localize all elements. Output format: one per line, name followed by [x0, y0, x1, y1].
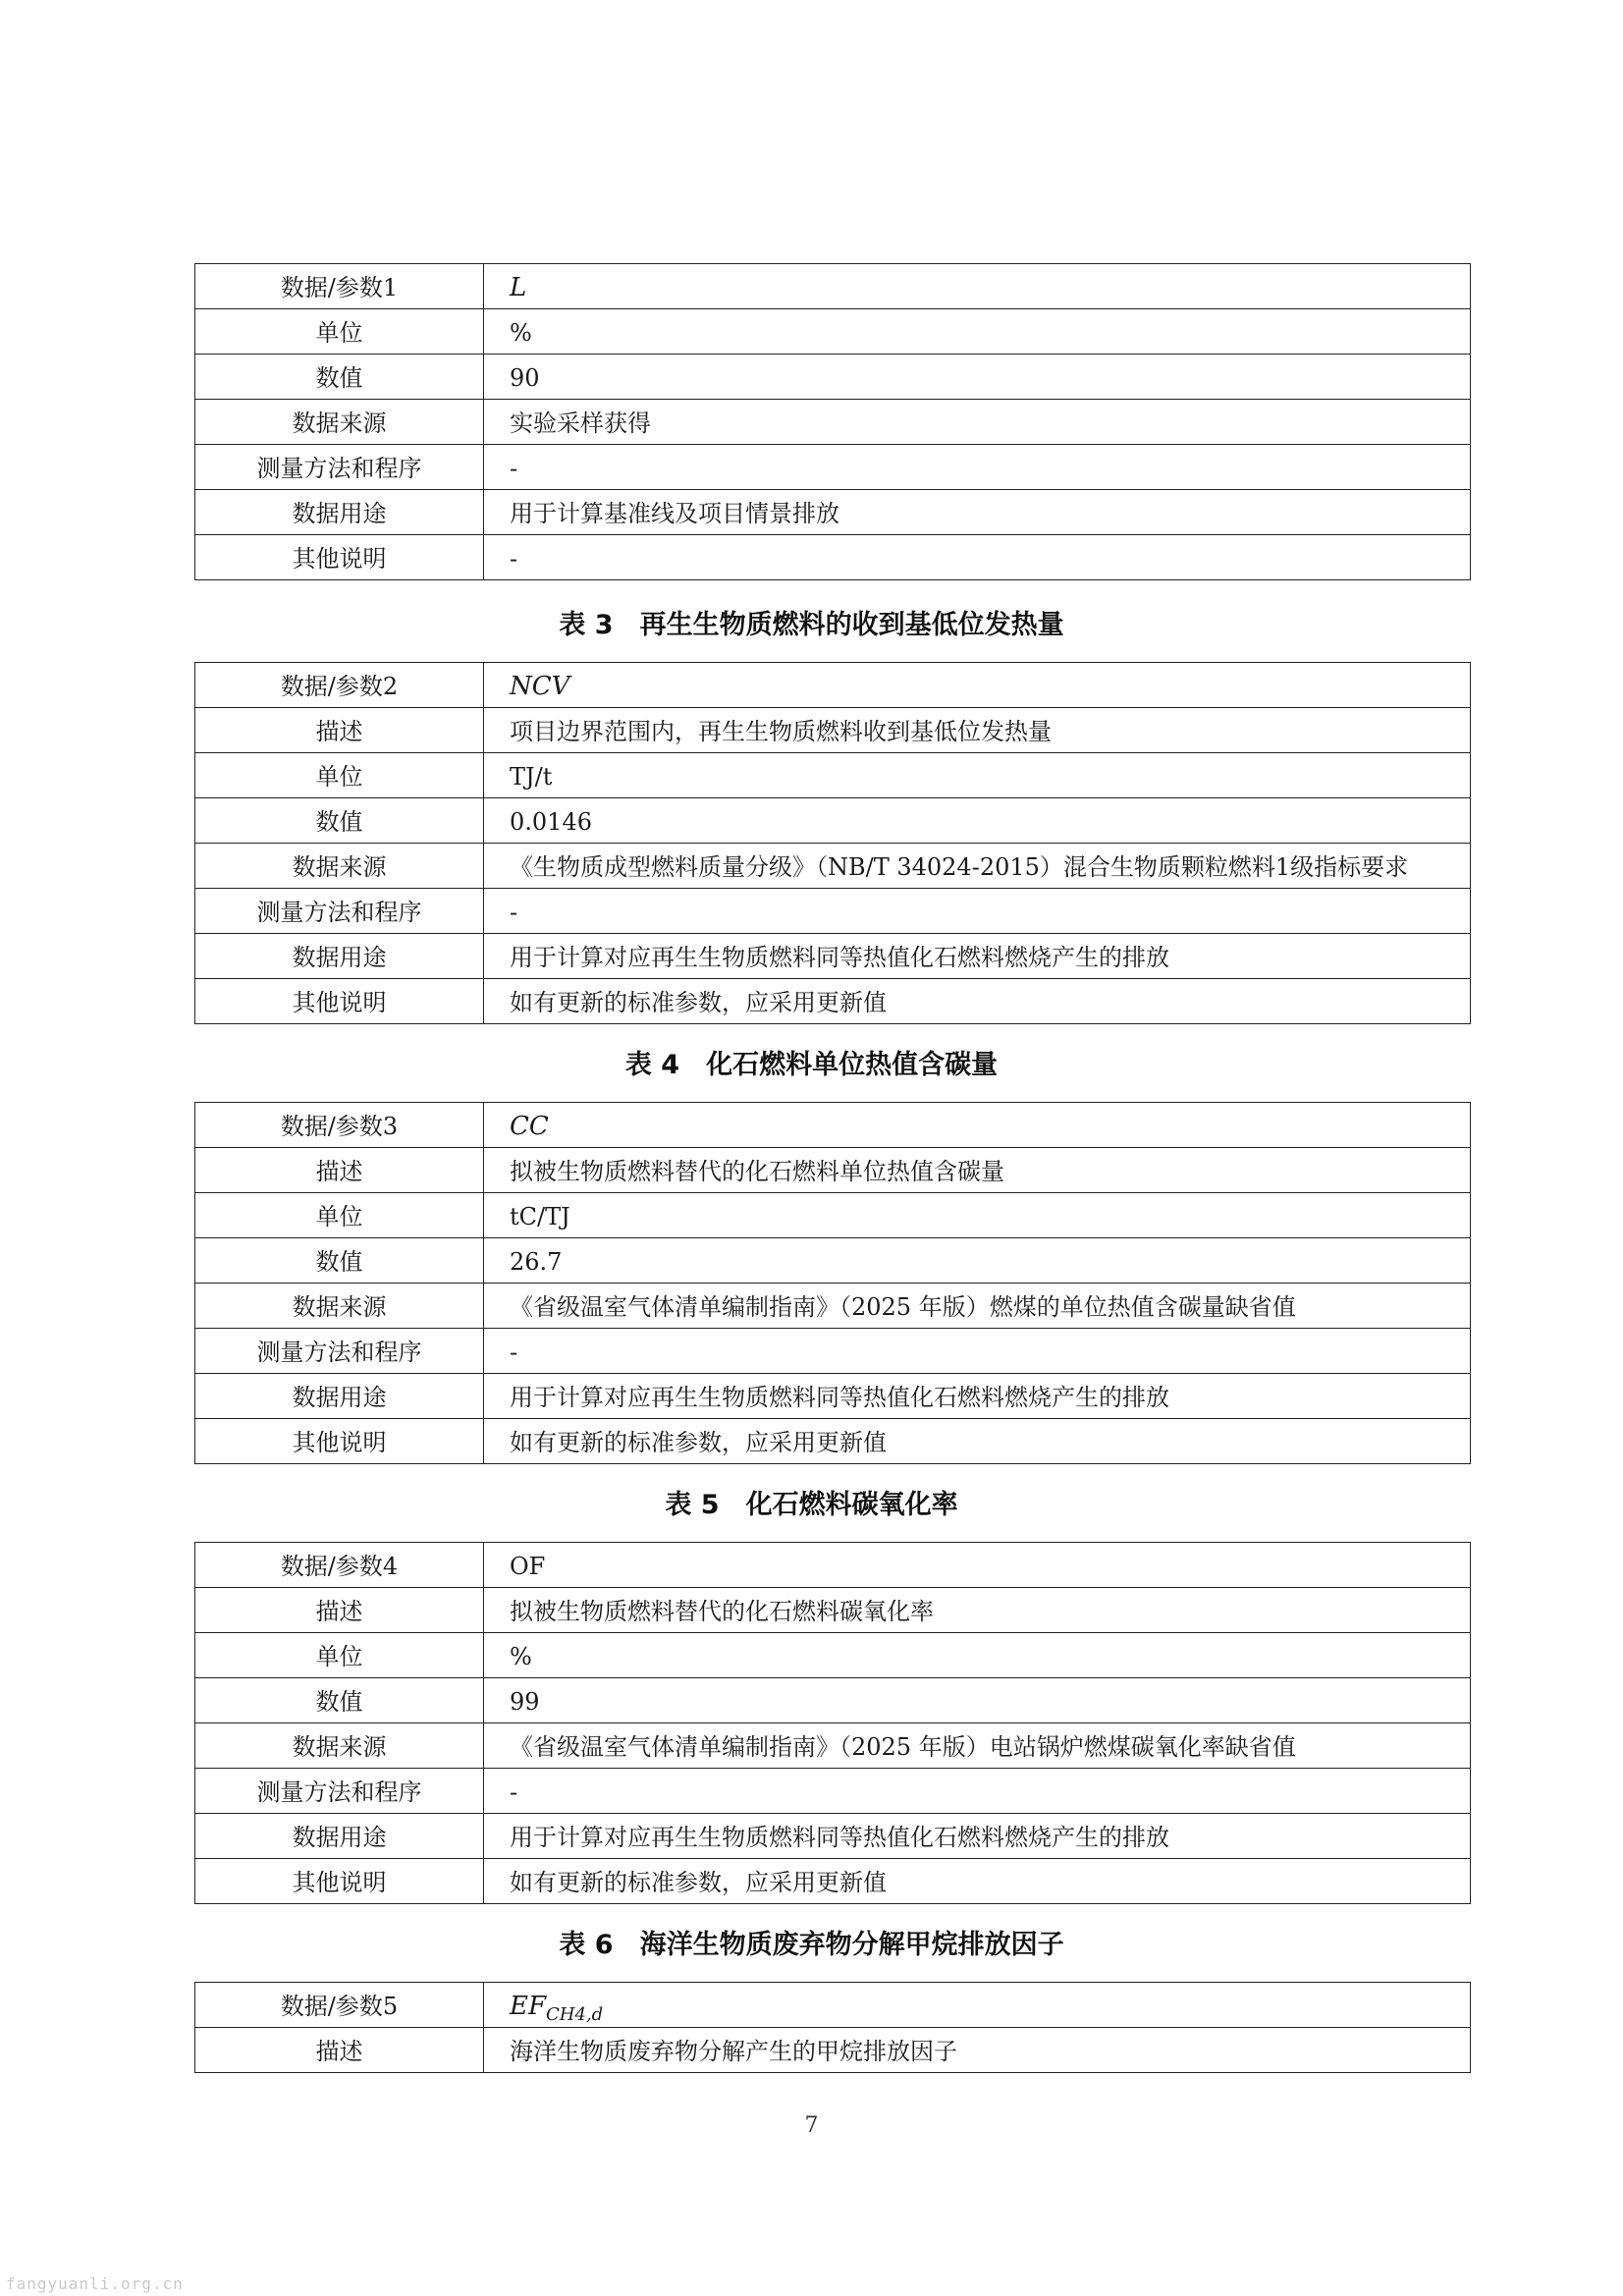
- table-caption: 表 4 化石燃料单位热值含碳量: [624, 1050, 999, 1080]
- value-label: 数值: [195, 1678, 484, 1723]
- unit-value: TJ/t: [484, 753, 1471, 798]
- numeric-value: 26.7: [484, 1238, 1471, 1284]
- param-symbol: CC: [484, 1103, 1471, 1148]
- table-row: [195, 400, 1471, 445]
- notes-label: 其他说明: [195, 1859, 484, 1904]
- source-value: 实验采样获得: [484, 400, 1471, 445]
- usage-value: 用于计算对应再生生物质燃料同等热值化石燃料燃烧产生的排放: [484, 934, 1471, 979]
- notes-value: 如有更新的标准参数，应采用更新值: [484, 1419, 1471, 1464]
- description-value: 海洋生物质废弃物分解产生的甲烷排放因子: [484, 2028, 1471, 2073]
- usage-label: 数据用途: [195, 1374, 484, 1419]
- notes-value: 如有更新的标准参数，应采用更新值: [484, 979, 1471, 1024]
- usage-value: 用于计算基准线及项目情景排放: [484, 490, 1471, 535]
- numeric-value: 99: [484, 1678, 1471, 1723]
- table-row: [195, 1723, 1471, 1769]
- table-row: [195, 1543, 1471, 1588]
- table-row: [195, 264, 1471, 309]
- watermark: fangyuanli.org.cn: [6, 2274, 184, 2293]
- table-row: [195, 708, 1471, 753]
- numeric-value: 90: [484, 355, 1471, 400]
- unit-value: tC/TJ: [484, 1193, 1471, 1238]
- table-caption: 表 6 海洋生物质废弃物分解甲烷排放因子: [559, 1930, 1064, 1960]
- table-row: [195, 1374, 1471, 1419]
- unit-label: 单位: [195, 753, 484, 798]
- unit-label: 单位: [195, 1633, 484, 1678]
- param-symbol: $EF_{CH4,d}$: [484, 1983, 1471, 2028]
- notes-label: 其他说明: [195, 1419, 484, 1464]
- usage-value: 用于计算对应再生生物质燃料同等热值化石燃料燃烧产生的排放: [484, 1814, 1471, 1859]
- table-row: [195, 1769, 1471, 1814]
- value-label: 数值: [195, 1238, 484, 1284]
- param-label: 数据/参数3: [195, 1103, 484, 1148]
- param-symbol: NCV: [484, 663, 1471, 708]
- param-symbol: L: [484, 264, 1471, 309]
- table-row: [195, 355, 1471, 400]
- value-label: 数值: [195, 798, 484, 844]
- unit-label: 单位: [195, 309, 484, 355]
- usage-label: 数据用途: [195, 1814, 484, 1859]
- table-row: [195, 979, 1471, 1024]
- table-row: [195, 535, 1471, 580]
- description-label: 描述: [195, 1148, 484, 1193]
- table-row: [195, 1859, 1471, 1904]
- method-value: -: [484, 445, 1471, 490]
- notes-label: 其他说明: [195, 979, 484, 1024]
- param-label: 数据/参数1: [195, 264, 484, 309]
- table-row: [195, 934, 1471, 979]
- table-row: [195, 889, 1471, 934]
- source-value: 《省级温室气体清单编制指南》（2025 年版）电站锅炉燃煤碳氧化率缺省值: [484, 1723, 1471, 1769]
- param-label: 数据/参数2: [195, 663, 484, 708]
- table-row: [195, 1238, 1471, 1284]
- value-label: 数值: [195, 355, 484, 400]
- table-row: [195, 1983, 1471, 2028]
- table-row: [195, 753, 1471, 798]
- notes-label: 其他说明: [195, 535, 484, 580]
- table-row: [195, 1678, 1471, 1723]
- usage-label: 数据用途: [195, 934, 484, 979]
- table-row: [195, 1329, 1471, 1374]
- notes-value: 如有更新的标准参数，应采用更新值: [484, 1859, 1471, 1904]
- method-value: -: [484, 889, 1471, 934]
- table-row: [195, 1284, 1471, 1329]
- source-label: 数据来源: [195, 844, 484, 889]
- usage-value: 用于计算对应再生生物质燃料同等热值化石燃料燃烧产生的排放: [484, 1374, 1471, 1419]
- method-value: -: [484, 1769, 1471, 1814]
- parameter-table-CC: [194, 1102, 1471, 1464]
- description-label: 描述: [195, 1588, 484, 1633]
- method-label: 测量方法和程序: [195, 1329, 484, 1374]
- parameter-table-OF: [194, 1542, 1471, 1904]
- method-value: -: [484, 1329, 1471, 1374]
- table-row: [195, 1588, 1471, 1633]
- source-label: 数据来源: [195, 400, 484, 445]
- table-row: [195, 1419, 1471, 1464]
- table-row: [195, 2028, 1471, 2073]
- unit-value: %: [484, 309, 1471, 355]
- table-row: [195, 844, 1471, 889]
- table-row: [195, 309, 1471, 355]
- description-value: 项目边界范围内，再生生物质燃料收到基低位发热量: [484, 708, 1471, 753]
- table-row: [195, 1193, 1471, 1238]
- method-label: 测量方法和程序: [195, 1769, 484, 1814]
- usage-label: 数据用途: [195, 490, 484, 535]
- description-value: 拟被生物质燃料替代的化石燃料单位热值含碳量: [484, 1148, 1471, 1193]
- table-row: [195, 798, 1471, 844]
- source-value: 《生物质成型燃料质量分级》（NB/T 34024-2015）混合生物质颗粒燃料1级指标要求: [484, 844, 1471, 889]
- method-label: 测量方法和程序: [195, 445, 484, 490]
- numeric-value: 0.0146: [484, 798, 1471, 844]
- description-label: 描述: [195, 2028, 484, 2073]
- parameter-table-EF: [194, 1982, 1471, 2073]
- param-symbol: OF: [484, 1543, 1471, 1588]
- table-row: [195, 1148, 1471, 1193]
- page-number: 7: [804, 2113, 819, 2138]
- notes-value: -: [484, 535, 1471, 580]
- parameter-table-NCV: [194, 662, 1471, 1024]
- table-row: [195, 490, 1471, 535]
- table-caption: 表 5 化石燃料碳氧化率: [665, 1490, 958, 1520]
- method-label: 测量方法和程序: [195, 889, 484, 934]
- unit-label: 单位: [195, 1193, 484, 1238]
- table-caption: 表 3 再生生物质燃料的收到基低位发热量: [559, 610, 1064, 640]
- param-label: 数据/参数4: [195, 1543, 484, 1588]
- table-row: [195, 445, 1471, 490]
- table-row: [195, 1633, 1471, 1678]
- table-row: [195, 1814, 1471, 1859]
- description-value: 拟被生物质燃料替代的化石燃料碳氧化率: [484, 1588, 1471, 1633]
- source-value: 《省级温室气体清单编制指南》（2025 年版）燃煤的单位热值含碳量缺省值: [484, 1284, 1471, 1329]
- table-row: [195, 1103, 1471, 1148]
- source-label: 数据来源: [195, 1723, 484, 1769]
- param-label: 数据/参数5: [195, 1983, 484, 2028]
- source-label: 数据来源: [195, 1284, 484, 1329]
- table-row: [195, 663, 1471, 708]
- description-label: 描述: [195, 708, 484, 753]
- unit-value: %: [484, 1633, 1471, 1678]
- parameter-table-L: [194, 263, 1471, 580]
